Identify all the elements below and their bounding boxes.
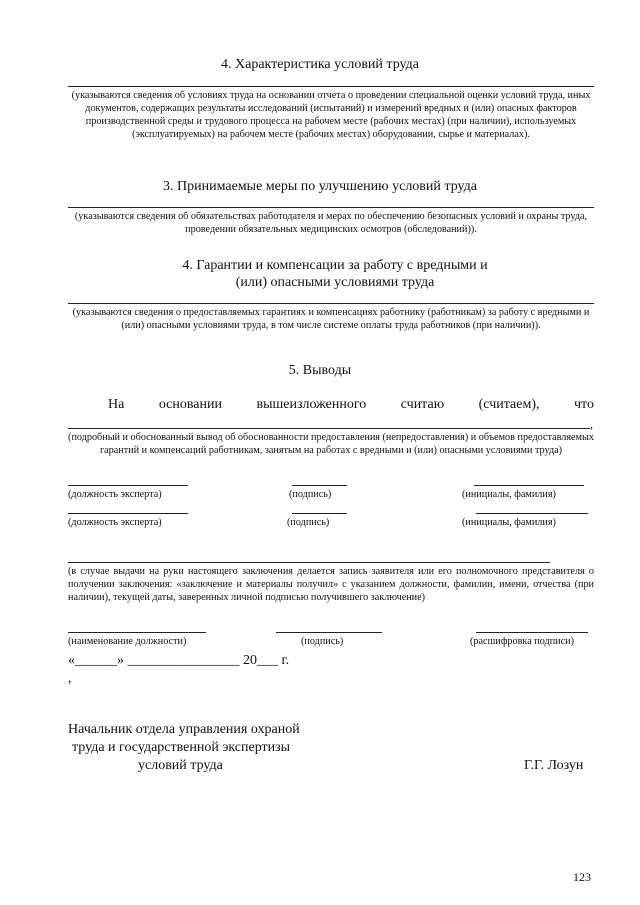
- signer-title-line1: Начальник отдела управления охраной: [68, 722, 300, 737]
- fill-line: [68, 86, 594, 87]
- signature-line: [476, 632, 588, 633]
- conclusion-word: считаю: [400, 397, 445, 412]
- conclusion-sentence: [68, 396, 594, 413]
- conclusion-word: что: [574, 397, 594, 412]
- fill-line: [68, 562, 550, 563]
- section-title-measures: 3. Принимаемые меры по улучшению условий труда: [163, 179, 477, 194]
- section-title-guarantees-line2: (или) опасными условиями труда: [235, 275, 435, 290]
- expert-sign-label: (подпись): [289, 489, 332, 500]
- expert-name-label: (инициалы, фамилия): [462, 489, 556, 500]
- recipient-decode-label: (расшифровка подписи): [470, 636, 574, 647]
- date-line: «______» ________________ 20___ г.: [68, 653, 290, 668]
- signature-line: [68, 632, 206, 633]
- expert-name-label: (инициалы, фамилия): [462, 517, 556, 528]
- signature-line: [276, 632, 382, 633]
- signature-line: [292, 485, 347, 486]
- conclusion-word: основании: [158, 397, 222, 412]
- signature-line: [292, 513, 347, 514]
- fill-line: [68, 303, 594, 304]
- fill-line: [68, 428, 590, 429]
- signature-line: [474, 485, 584, 486]
- conclusion-word: На: [108, 397, 125, 412]
- expert-sign-label: (подпись): [287, 517, 330, 528]
- recipient-sign-label: (подпись): [301, 636, 344, 647]
- section-note-guarantees: (указываются сведения о предоставляемых гарантиях и компенсациях работнику (работникам) за работу с вредными и (или) опасными условиями труда, в том числе системе оплаты труда работников (при наличии)).: [72, 307, 590, 331]
- expert-position-label: (должность эксперта): [68, 489, 162, 500]
- stray-comma: ,: [68, 671, 72, 686]
- signature-line: [476, 513, 588, 514]
- issuance-note: (в случае выдачи на руки настоящего заключения делается запись заявителя или его полномочного представителя о получении заключения: «заключение и материалы получил» с указанием должности, фамилии, имени, отчества (при наличии), текущей даты, заверенных личной подписью получившего заключение): [68, 566, 594, 603]
- section-title-guarantees-line1: 4. Гарантии и компенсации за работу с вредными и: [182, 258, 488, 273]
- conclusion-word: (считаем),: [478, 397, 540, 412]
- trailing-comma: ,: [590, 417, 593, 431]
- section-title-conditions: 4. Характеристика условий труда: [221, 57, 419, 72]
- signer-name: Г.Г. Лозун: [524, 758, 584, 773]
- signature-line: [68, 485, 188, 486]
- conclusion-word: вышеизложенного: [256, 397, 367, 412]
- signer-title-line3: условий труда: [138, 758, 223, 773]
- expert-position-label: (должность эксперта): [68, 517, 162, 528]
- section-title-conclusions: 5. Выводы: [288, 363, 352, 378]
- signer-title-line2: труда и государственной экспертизы: [72, 740, 291, 755]
- recipient-position-label: (наименование должности): [68, 636, 187, 647]
- section-note-conclusions: (подробный и обоснованный вывод об обоснованности предоставления (непредоставления) и объемов предоставляемых гарантий и компенсаций работникам, занятым на работах с вредными и (или) опасными условиями труда): [68, 432, 594, 456]
- section-note-conditions: (указываются сведения об условиях труда на основании отчета о проведении специальной оценки условий труда, иных документов, содержащих результаты исследований (испытаний) и измерений вредных и (или) опасных факторов производственной среды и трудового процесса на рабочем месте (рабочих местах) (при наличии), используемых (эксплуатируемых) на рабочем месте (рабочих местах) оборудовании, сырье и материалах).: [71, 90, 591, 140]
- page-number: 123: [573, 870, 591, 884]
- fill-line: [68, 207, 594, 208]
- signature-line: [68, 513, 188, 514]
- section-note-measures: (указываются сведения об обязательствах работодателя и мерах по обеспечению безопасных условий и охраны труда, проведении обязательных медицинских осмотров (обследований)).: [74, 211, 588, 235]
